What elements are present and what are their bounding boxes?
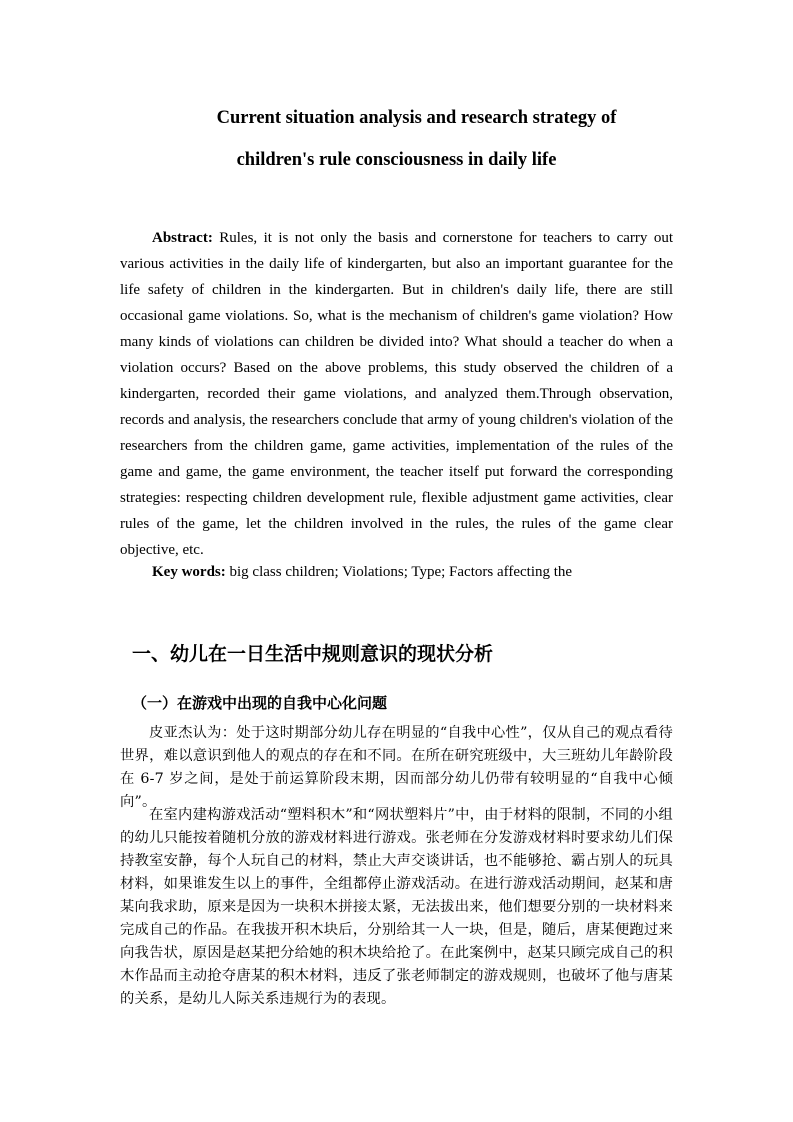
keywords-paragraph [120,563,673,581]
body-paragraph: 皮亚杰认为：处于这时期部分幼儿存在明显的“自我中心性”，仅从自己的观点看待世界，难以意识到他人的观点的存在和不同。在所在研究班级中，大三班幼儿年龄阶段在 6-7 岁之间，是处于前运算阶段末期，因而部分幼儿仍带有较明显的“自我中心倾向”。 [120,725,673,810]
keywords-text: big class children; Violations; Type; Factors affecting the [225,564,573,580]
abstract-paragraph [120,225,673,563]
body-paragraph: 在室内建构游戏活动“塑料积木”和“网状塑料片”中，由于材料的限制，不同的小组的幼儿只能按着随机分放的游戏材料进行游戏。张老师在分发游戏材料时要求幼儿们保持教室安静，每个人玩自己的材料，禁止大声交谈讲话，也不能够抢、霸占别人的玩具材料，如果谁发生以上的事件，全组都停止游戏活动。在进行游戏活动期间，赵某和唐某向我求助，原来是因为一块积木拼接太紧，无法拔出来，他们想要分别的一块材料来完成自己的作品。在我拔开积木块后，分别给其一人一块，但是，随后，唐某便跑过来向我告状，原因是赵某把分给她的积木块给抢了。在此案例中，赵某只顾完成自己的积木作品而主动抢夺唐某的积木材料，违反了张老师制定的游戏规则，也破坏了他与唐某的关系，是幼儿人际关系违规行为的表现。 [120,807,673,1007]
abstract-text: Rules, it is not only the basis and cornerstone for teachers to carry out various activities in the daily life of kindergarten, but also an important guarantee for the life safety of children in the kindergarten. But in children's daily life, there are still occasional game violations. So, what is the mechanism of children's game violation? How many kinds of violations can children be divided into? What should a teacher do when a violation occurs? Based on the above problems, this study observed the children of a kindergarten, recorded their game violations, and analyzed them.Through observation, records and analysis, the researchers conclude that army of young children's violation of the researchers from the children game, game activities, implementation of the rules of the game and game, the game environment, the teacher itself put forward the corresponding strategies: respecting children development rule, flexible adjustment game activities, clear rules of the game, let the children involved in the rules, the rules of the game clear objective, etc. [120,230,673,558]
abstract-label: Abstract: [152,230,213,246]
paper-title-line-2: children's rule consciousness in daily life [236,150,557,170]
subsection-heading: （一）在游戏中出现的自我中心化问题 [132,694,388,712]
keywords-label: Key words: [152,564,226,580]
paper-title-line-1: Current situation analysis and research strategy of [216,108,617,128]
section-heading: 一、幼儿在一日生活中规则意识的现状分析 [132,643,494,665]
